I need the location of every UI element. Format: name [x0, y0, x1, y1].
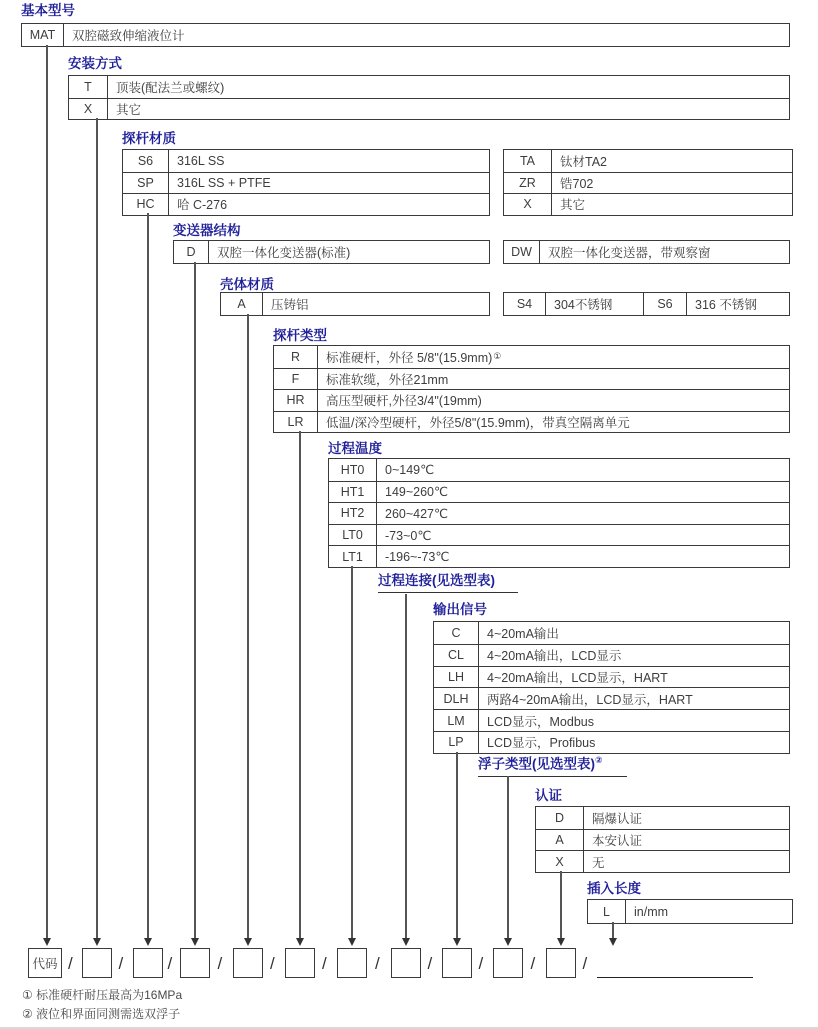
table-row [123, 150, 489, 172]
slash-separator: / [270, 954, 275, 973]
arrow-down-icon [453, 938, 461, 946]
desc-cell: 顶装(配法兰或螺纹) [116, 80, 225, 95]
code-cell: HT0 [329, 459, 377, 481]
connector-line-probe-material [147, 213, 148, 938]
code-cell: A [536, 830, 584, 851]
section-title-text: 输出信号 [433, 602, 487, 617]
desc-cell: 锆702 [560, 176, 594, 191]
footnote-1: ① 标准硬杆耐压最高为16MPa [22, 988, 183, 1002]
connector-line-housing-material [247, 314, 248, 938]
table-row [123, 172, 489, 194]
table-row [504, 193, 792, 215]
section-title-certification [535, 788, 562, 803]
probe-material-table [122, 149, 490, 216]
desc-cell: 低温/深冷型硬杆，外径5/8"(15.9mm)，带真空隔离单元 [326, 415, 630, 430]
code-entry-box-mounting [82, 948, 112, 978]
code-entry-box-certification [546, 948, 576, 978]
connector-line-basic-model [46, 45, 47, 938]
code-cell: CL [434, 645, 479, 666]
desc-cell: 标准硬杆，外径 5/8"(15.9mm) ① [326, 350, 502, 365]
code-entry-box-transmitter-structure [180, 948, 210, 978]
arrow-down-icon [244, 938, 252, 946]
desc-cell: 316L SS + PTFE [177, 175, 271, 190]
code-cell: S4 [504, 293, 546, 315]
desc-cell: 压铸铝 [271, 298, 309, 312]
insertion-length-table [587, 899, 793, 924]
desc-cell: 两路4~20mA输出，LCD显示，HART [487, 692, 693, 707]
desc-cell: 260~427℃ [385, 506, 449, 521]
table-row [69, 76, 789, 98]
table-row [123, 193, 489, 215]
code-cell: DW [504, 241, 540, 263]
mounting-table [68, 75, 790, 120]
code-cell: LR [274, 412, 318, 433]
arrow-down-icon [144, 938, 152, 946]
code-cell: HT1 [329, 482, 377, 503]
section-title-text: 壳体材质 [220, 277, 274, 292]
code-cell: ZR [504, 173, 552, 194]
code-cell: A [221, 293, 263, 315]
table-row [434, 709, 789, 731]
arrow-down-icon [402, 938, 410, 946]
connector-line-transmitter-structure [194, 262, 195, 938]
desc-cell: 无 [592, 855, 605, 870]
slash-separator: / [530, 954, 536, 973]
code-entry-box-float-type [493, 948, 523, 978]
table-row [536, 829, 789, 851]
transmitter-structure-table [173, 240, 490, 264]
housing-material-table-alt [503, 292, 790, 316]
desc-cell: 4~20mA输出 [487, 626, 559, 641]
table-row [329, 459, 789, 481]
slash-separator: / [582, 954, 588, 973]
slash-separator: / [167, 954, 173, 973]
table-row [504, 293, 789, 315]
desc-cell: -73~0℃ [385, 528, 432, 543]
desc-cell: 149~260℃ [385, 485, 449, 500]
desc-cell: 双腔磁致伸缩液位计 [72, 29, 185, 43]
connector-line-process-connection [405, 594, 406, 938]
table-row [69, 98, 789, 120]
connector-line-process-temperature [351, 566, 352, 938]
certification-table [535, 806, 790, 873]
table-row [174, 241, 489, 263]
desc-cell: 隔爆认证 [592, 811, 643, 826]
code-cell: DLH [434, 688, 479, 709]
section-title-output-signal [433, 602, 487, 617]
desc-cell: 0~149℃ [385, 463, 435, 478]
code-cell: HT2 [329, 503, 377, 524]
section-title-float-type [478, 753, 627, 777]
slash-separator: / [118, 954, 124, 973]
connector-line-probe-type [299, 431, 300, 938]
code-entry-box-probe-material [133, 948, 163, 978]
section-title-text: 变送器结构 [173, 223, 241, 238]
code-cell: F [274, 369, 318, 390]
section-title-probe-material [122, 131, 176, 146]
code-entry-box-probe-type [285, 948, 315, 978]
code-entry-box-process-connection [391, 948, 421, 978]
section-title-probe-type [273, 328, 327, 343]
code-cell: LT0 [329, 525, 377, 546]
transmitter-structure-table-alt [503, 240, 790, 264]
slash-separator: / [217, 954, 223, 973]
desc-cell: 钛材TA2 [560, 154, 607, 169]
section-title-text: 基本型号 [21, 3, 75, 18]
desc-cell: 316L SS [177, 153, 225, 168]
desc-cell: 双腔一体化变送器，带观察窗 [548, 246, 711, 260]
arrow-down-icon [609, 938, 617, 946]
table-row [274, 346, 789, 368]
table-row [536, 850, 789, 872]
code-cell: HC [123, 194, 169, 215]
table-row [434, 731, 789, 753]
section-title-insertion-length [587, 881, 641, 896]
table-row [329, 481, 789, 503]
code-entry-box-housing-material [233, 948, 263, 978]
desc-cell: 标准软缆，外径21mm [326, 372, 449, 387]
insertion-length-blank-line [597, 958, 753, 978]
code-cell: S6 [644, 293, 687, 315]
table-row [274, 411, 789, 433]
code-cell: L [588, 900, 626, 923]
section-title-text: 插入长度 [587, 881, 641, 896]
section-title-text: 探杆类型 [273, 328, 327, 343]
section-title-transmitter-structure [173, 223, 241, 238]
desc-cell: 316 不锈钢 [695, 298, 757, 312]
arrow-down-icon [557, 938, 565, 946]
code-cell: S6 [123, 150, 169, 172]
footnote-ref-2: ② [595, 755, 603, 765]
arrow-down-icon [296, 938, 304, 946]
code-cell: D [174, 241, 209, 263]
desc-cell: 哈 C-276 [177, 198, 228, 213]
slash-separator: / [427, 954, 433, 973]
slash-separator: / [68, 954, 73, 973]
table-row [434, 622, 789, 644]
desc-cell: -196~-73℃ [385, 550, 450, 565]
slash-separator: / [478, 954, 484, 973]
housing-material-table [220, 292, 490, 316]
table-row [221, 293, 489, 315]
code-cell: LT1 [329, 546, 377, 567]
table-row [504, 241, 789, 263]
arrow-down-icon [43, 938, 51, 946]
footnote-2: ② 液位和界面同测需选双浮子 [22, 1007, 181, 1021]
code-cell: D [536, 807, 584, 829]
code-label-box [28, 948, 62, 978]
section-title-text: 过程温度 [328, 441, 382, 456]
desc-cell: LCD显示，Modbus [487, 714, 594, 729]
table-row [329, 502, 789, 524]
code-cell: LP [434, 732, 479, 753]
connector-line-float-type [507, 776, 508, 938]
desc-cell: 4~20mA输出，LCD显示 [487, 649, 622, 664]
code-entry-box-process-temperature [337, 948, 367, 978]
section-title-housing-material [220, 277, 274, 292]
section-title-process-temperature [328, 441, 382, 456]
footnote-ref-1: ① [493, 351, 502, 362]
section-title-basic-model [21, 3, 75, 18]
table-row [588, 900, 792, 923]
table-row [274, 368, 789, 390]
table-row [434, 687, 789, 709]
table-row [504, 172, 792, 194]
arrow-down-icon [191, 938, 199, 946]
section-title-text: 探杆材质 [122, 131, 176, 146]
slash-separator: / [322, 954, 327, 973]
table-row [434, 666, 789, 688]
arrow-down-icon [504, 938, 512, 946]
connector-line-output-signal [456, 752, 457, 938]
process-temperature-table [328, 458, 790, 568]
desc-cell: in/mm [634, 904, 669, 919]
probe-type-table [273, 345, 790, 433]
code-cell: MAT [22, 24, 64, 46]
code-cell: SP [123, 173, 169, 194]
table-row [274, 389, 789, 411]
section-title-text: 浮子类型(见选型表) [478, 756, 595, 772]
section-title-process-connection [378, 573, 518, 593]
code-entry-box-output-signal [442, 948, 472, 978]
desc-cell: 高压型硬杆,外径3/4"(19mm) [326, 394, 482, 409]
connector-line-mounting [96, 118, 97, 938]
code-cell: T [69, 76, 108, 98]
code-cell: HR [274, 390, 318, 411]
section-title-text: 过程连接(见选型表) [378, 573, 495, 588]
code-cell: LM [434, 710, 479, 731]
arrow-down-icon [93, 938, 101, 946]
section-title-text: 认证 [535, 788, 562, 803]
table-row [434, 644, 789, 666]
table-row [22, 24, 789, 46]
code-cell: TA [504, 150, 552, 172]
desc-cell: 本安认证 [592, 834, 643, 849]
connector-line-certification [560, 871, 561, 938]
section-title-text: 安装方式 [68, 56, 122, 71]
desc-cell: 其它 [560, 198, 586, 213]
page-bottom-edge [0, 1027, 818, 1029]
desc-cell: 双腔一体化变送器(标准) [217, 246, 351, 260]
slash-separator: / [375, 954, 380, 973]
code-cell: R [274, 346, 318, 368]
table-row [504, 150, 792, 172]
section-title-mounting [68, 56, 122, 71]
code-cell: LH [434, 667, 479, 688]
desc-cell: LCD显示，Profibus [487, 736, 596, 751]
code-cell: X [69, 99, 108, 120]
code-cell: C [434, 622, 479, 644]
code-label: 代码 [32, 957, 58, 971]
desc-cell: 304不锈钢 [546, 293, 644, 315]
desc-cell: 4~20mA输出，LCD显示，HART [487, 670, 668, 685]
desc-cell: 其它 [116, 102, 142, 117]
output-signal-table [433, 621, 790, 754]
table-row [536, 807, 789, 829]
arrow-down-icon [348, 938, 356, 946]
table-row [329, 524, 789, 546]
table-row [329, 545, 789, 567]
connector-line-insertion-length [612, 922, 613, 938]
probe-material-table-alt [503, 149, 793, 216]
code-cell: X [504, 194, 552, 215]
code-cell: X [536, 851, 584, 872]
basic-model-table [21, 23, 790, 47]
